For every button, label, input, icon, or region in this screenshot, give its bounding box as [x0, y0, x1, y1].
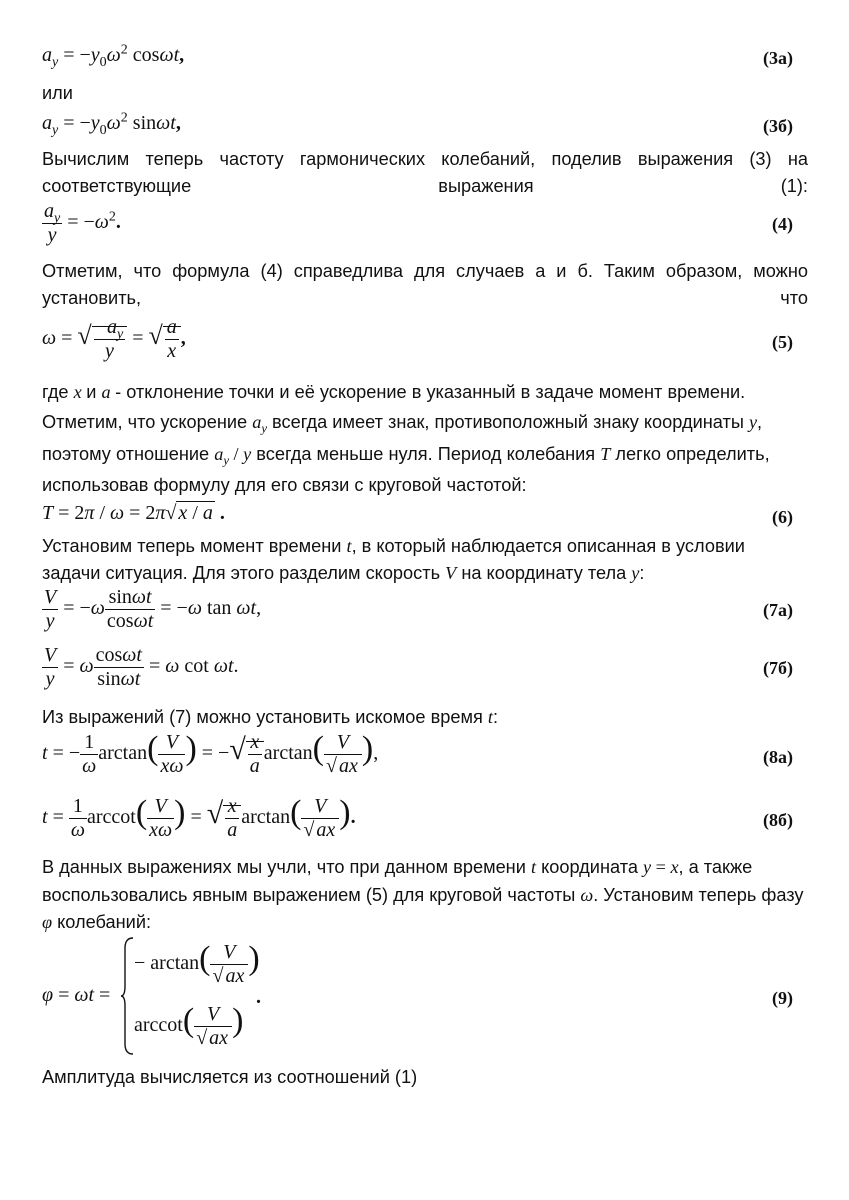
- paragraph: Вычислим теперь частоту гармонических колебаний, поделив выражения (3) на соответствующие выражения (1):: [42, 149, 808, 196]
- paragraph: В данных выражениях мы учли, что при данном времени t координата y = x, а также: [42, 857, 753, 877]
- equation-7a: $\frac{V}{y}$ = −ω $\frac{\sin\omega t}{\cos\omega t}$ = −ω tan ωt,: [44, 586, 262, 632]
- paragraph: поэтому отношение $a_y$ / y всегда меньше нуля. Период колебания T легко определить,: [42, 444, 770, 468]
- equation-number: (7а): [763, 600, 793, 620]
- paragraph: или: [42, 83, 73, 103]
- equation-number: (3б): [763, 116, 793, 136]
- paragraph: где x и a - отклонение точки и её ускорение в указанный в задаче момент времени.: [42, 382, 746, 402]
- equation-number: (4): [772, 214, 793, 234]
- equation-5: ω = √ $\frac{-a_y}{y}$ = √ $\frac{a}{x}$ ,: [42, 316, 186, 362]
- equation-7b: $\frac{V}{y}$ = ω $\frac{\cos\omega t}{\sin\omega t}$ = ω cot ωt.: [44, 644, 239, 690]
- equation-9: φ = ωt = − arctan( $\frac{V}{√ ax}$ ) arccot( $\frac{V}{√ ax}$ ) .: [42, 936, 808, 1060]
- paragraph: Отметим, что ускорение $a_y$ всегда имеет знак, противоположный знаку координаты y,: [42, 412, 763, 436]
- equation-number: (8б): [763, 810, 793, 830]
- equation-number: (7б): [763, 658, 793, 678]
- equation-number: (3а): [763, 48, 793, 68]
- paragraph: Амплитуда вычисляется из соотношений (1): [42, 1067, 418, 1087]
- equation-number: (6): [772, 507, 793, 527]
- paragraph: задачи ситуация. Для этого разделим скорость V на координату тела y:: [42, 563, 645, 583]
- equation-8b: t = $\frac{1}{\omega}$ arccot( $\frac{V}{x\omega}$ ) = √ $\frac{x}{a}$ arctan( $\frac{V}{√ ax}$ ).: [42, 794, 356, 841]
- paragraph: φ колебаний:: [42, 912, 152, 932]
- paragraph: Отметим, что формула (4) справедлива для случаев а и б. Таким образом, можно установить, что: [42, 261, 808, 308]
- paragraph: Установим теперь момент времени t, в который наблюдается описанная в условии: [42, 536, 745, 556]
- equation-3a: $a_y = -y_0\omega^2$ cosωt,: [42, 42, 185, 70]
- paragraph: Из выражений (7) можно установить искомое время t:: [42, 707, 499, 727]
- equation-3b: $a_y = -y_0\omega^2$ sinωt,: [42, 110, 181, 138]
- paragraph: использовав формулу для его связи с круговой частотой:: [42, 475, 527, 495]
- equation-6: T = 2π / ω = 2π√ x / a .: [42, 502, 225, 524]
- brace: [120, 936, 134, 1056]
- paragraph: воспользовались явным выражением (5) для круговой частоты ω. Установим теперь фазу: [42, 885, 804, 905]
- equation-number: (9): [772, 988, 793, 1008]
- equation-number: (8а): [763, 747, 793, 767]
- equation-4: $\frac{a_y}{y}$ = $-\omega^2$.: [44, 200, 121, 246]
- equation-number: (5): [772, 332, 793, 352]
- equation-8a: t = − $\frac{1}{\omega}$ arctan( $\frac{V}{x\omega}$ ) = −√ $\frac{x}{a}$ arctan( $\frac{V}{√ ax}$ ),: [42, 730, 379, 777]
